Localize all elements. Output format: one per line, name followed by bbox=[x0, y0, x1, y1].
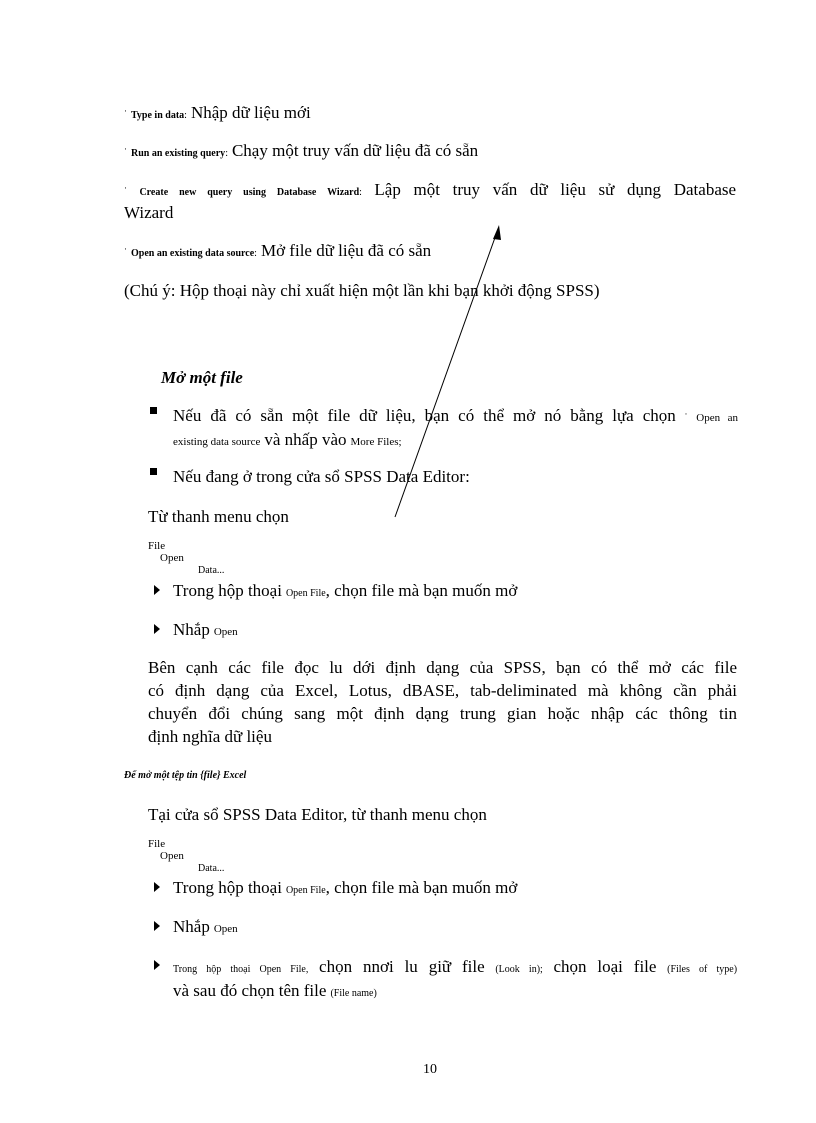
option-sep: : bbox=[225, 148, 228, 159]
menu-data: Data... bbox=[198, 863, 225, 874]
step-text: và sau đó chọn tên file bbox=[173, 981, 327, 1000]
option-label: Type in data bbox=[131, 110, 185, 121]
excel-heading: Để mở một tệp tin {file} Excel bbox=[124, 770, 247, 781]
menu-file: File bbox=[148, 540, 166, 552]
paragraph-line: định nghĩa dữ liệu bbox=[148, 727, 272, 746]
option-sep: : bbox=[184, 110, 187, 121]
step-text: Trong hộp thoại bbox=[173, 581, 282, 600]
arrow-head-icon bbox=[493, 225, 501, 240]
menu-intro: Từ thanh menu chọn bbox=[148, 507, 289, 526]
paragraph-line: có định dạng của Excel, Lotus, dBASE, tab-deliminated mà không cần phải bbox=[148, 681, 737, 700]
option-create-query-cont: Wizard bbox=[124, 203, 174, 222]
bullet-dot: · bbox=[684, 409, 688, 419]
paragraph-line: Bên cạnh các file đọc lu dới định dạng của SPSS, bạn có thể mở các file bbox=[148, 658, 737, 677]
option-text: Mở file dữ liệu đã có sẵn bbox=[260, 241, 432, 260]
section-title: Mở một file bbox=[161, 368, 243, 387]
option-sep: : bbox=[254, 248, 257, 259]
menu-open: Open bbox=[160, 850, 184, 862]
bullet-small: existing data source bbox=[173, 436, 261, 448]
paragraph-line: chuyển đổi chúng sang một định dạng trung gian hoặc nhập các thông tin bbox=[148, 704, 737, 723]
step-text: chọn nnơi lu giữ file bbox=[319, 957, 485, 976]
bullet-dot: · bbox=[124, 144, 127, 154]
option-label: Open an existing data source bbox=[131, 248, 255, 259]
menu-intro: Tại cửa sổ SPSS Data Editor, từ thanh menu chọn bbox=[148, 805, 487, 824]
step-small: Open File bbox=[285, 588, 326, 599]
option-text: Chạy một truy vấn dữ liệu đã có sẵn bbox=[231, 141, 479, 160]
option-label: Run an existing query bbox=[131, 148, 226, 159]
step-text: Nhắp bbox=[173, 917, 210, 936]
step-small: Trong hộp thoại Open File, bbox=[173, 964, 309, 975]
bullet-dot: · bbox=[124, 183, 127, 193]
page-number: 10 bbox=[423, 1062, 437, 1077]
menu-data: Data... bbox=[198, 565, 225, 576]
option-text: Lập một truy vấn dữ liệu sử dụng Database bbox=[374, 180, 737, 199]
arrow-line bbox=[395, 232, 497, 517]
bullet-dot: · bbox=[124, 244, 127, 254]
bullet-text: và nhấp vào bbox=[264, 430, 347, 449]
step-text: Nhắp bbox=[173, 620, 210, 639]
step-text: Trong hộp thoại bbox=[173, 878, 282, 897]
step-small: (Look in); bbox=[495, 964, 543, 975]
note: (Chú ý: Hộp thoại này chỉ xuất hiện một lần khi bạn khởi động SPSS) bbox=[124, 281, 600, 300]
step-small: (File name) bbox=[330, 988, 377, 999]
step-small: Open bbox=[213, 626, 238, 638]
bullet-small: More Files; bbox=[350, 436, 402, 448]
bullet-text: Nếu đã có sẵn một file dữ liệu, bạn có thể mở nó bằng lựa chọn bbox=[173, 406, 676, 425]
step-small: Open bbox=[213, 923, 238, 935]
option-sep: : bbox=[359, 187, 362, 198]
option-text: Nhập dữ liệu mới bbox=[190, 103, 311, 122]
step-text: , chọn file mà bạn muốn mở bbox=[325, 878, 518, 897]
bullet-item: Nếu đang ở trong cửa sổ SPSS Data Editor: bbox=[173, 467, 470, 486]
step-text: chọn loại file bbox=[553, 957, 657, 976]
option-label: Create new query using Database Wizard bbox=[139, 187, 360, 198]
step-text: , chọn file mà bạn muốn mở bbox=[325, 581, 518, 600]
step-small: (Files of type) bbox=[667, 964, 738, 975]
menu-file: File bbox=[148, 838, 166, 850]
menu-open: Open bbox=[160, 552, 184, 564]
step-small: Open File bbox=[285, 885, 326, 896]
bullet-dot: · bbox=[124, 106, 127, 116]
bullet-small: Open an bbox=[696, 412, 738, 424]
